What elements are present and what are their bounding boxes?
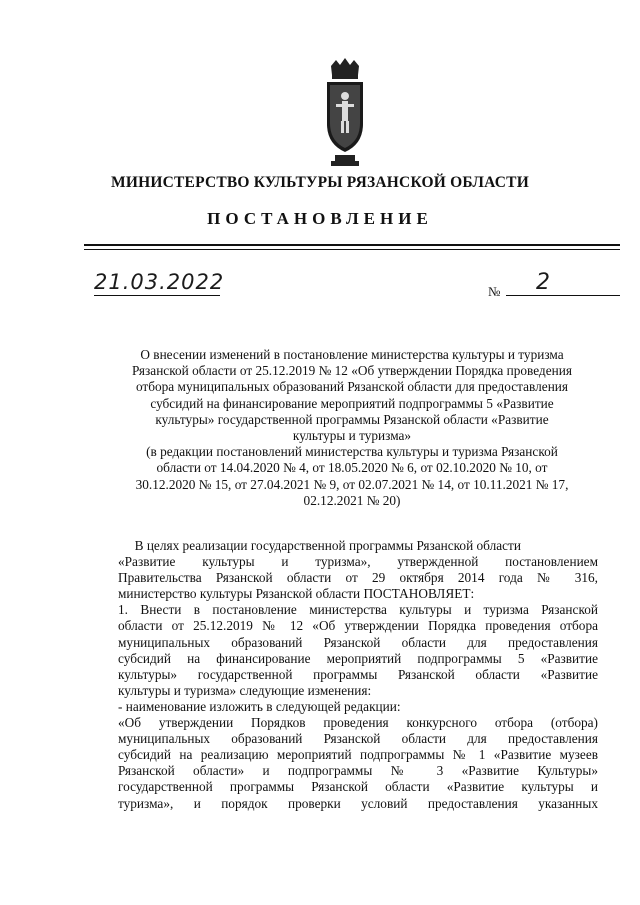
subject-line: субсидий на финансирование мероприятий подпрограммы 5 «Развитие (150, 395, 554, 411)
body-line: Рязанской области» и подпрограммы № 3 «Развитие Культуры» (118, 763, 598, 779)
body-line: культуры» государственной программы Рязанской области «Развитие (118, 666, 598, 682)
body-line: области от 25.12.2019 № 12 «Об утверждении Порядка проведения отбора (118, 618, 598, 634)
subject-line: культуры» государственной программы Рязанской области «Развитие (155, 411, 549, 427)
document-number: 2 (506, 271, 620, 296)
subject-line: культуры и туризма» (292, 428, 412, 444)
subject-line: 02.12.2021 № 20) (303, 492, 401, 508)
body-line: Правительства Рязанской области от 29 октября 2014 года № 316, (118, 570, 598, 586)
subject-line: Рязанской области от 25.12.2019 № 12 «Об утверждении Порядка проведения (132, 363, 572, 379)
subject-line: отбора муниципальных образований Рязанской области для предоставления (135, 379, 569, 395)
document-type-title: ПОСТАНОВЛЕНИЕ (207, 209, 433, 228)
document-body (118, 538, 598, 812)
body-line: министерство культуры Рязанской области ПОСТАНОВЛЯЕТ: (118, 586, 475, 602)
header-divider-thin (84, 249, 620, 250)
subject-line: (в редакции постановлений министерства культуры и туризма Рязанской (146, 444, 558, 460)
subject-line: области от 14.04.2020 № 4, от 18.05.2020 № 6, от 02.10.2020 № 10, от (156, 460, 548, 476)
body-line: 1. Внести в постановление министерства культуры и туризма Рязанской (118, 602, 598, 618)
subject-line: О внесении изменений в постановление министерства культуры и туризма (140, 347, 564, 362)
body-line: «Об утверждении Порядков проведения конкурсного отбора (отбора) (118, 715, 598, 731)
coat-of-arms-emblem (318, 58, 372, 168)
body-line: муниципальных образований Рязанской области для предоставления (118, 731, 598, 747)
body-line: муниципальных образований Рязанской области для предоставления (118, 634, 598, 650)
body-line: культуры и туризма» следующие изменения: (118, 682, 372, 698)
body-line: государственной программы Рязанской области «Развитие культуры и (118, 779, 598, 795)
body-line: туризма», и порядок проверки условий предоставления указанных (118, 795, 598, 811)
header-divider-thick (84, 244, 620, 246)
ministry-name: МИНИСТЕРСТВО КУЛЬТУРЫ РЯЗАНСКОЙ ОБЛАСТИ (111, 174, 529, 191)
body-line: субсидий на финансирование мероприятий подпрограммы 5 «Развитие (118, 650, 598, 666)
body-line: В целях реализации государственной программы Рязанской области (118, 538, 521, 553)
number-label: № (488, 284, 501, 299)
body-line: - наименование изложить в следующей редакции: (118, 698, 401, 714)
document-date: 21.03.2022 (94, 270, 225, 294)
subject-line: 30.12.2020 № 15, от 27.04.2021 № 9, от 02.07.2021 № 14, от 10.11.2021 № 17, (135, 476, 569, 492)
body-line: субсидий на реализацию мероприятий подпрограммы № 1 «Развитие музеев (118, 747, 598, 763)
body-line: «Развитие культуры и туризма», утвержденной постановлением (118, 554, 598, 570)
document-subject (84, 347, 620, 509)
